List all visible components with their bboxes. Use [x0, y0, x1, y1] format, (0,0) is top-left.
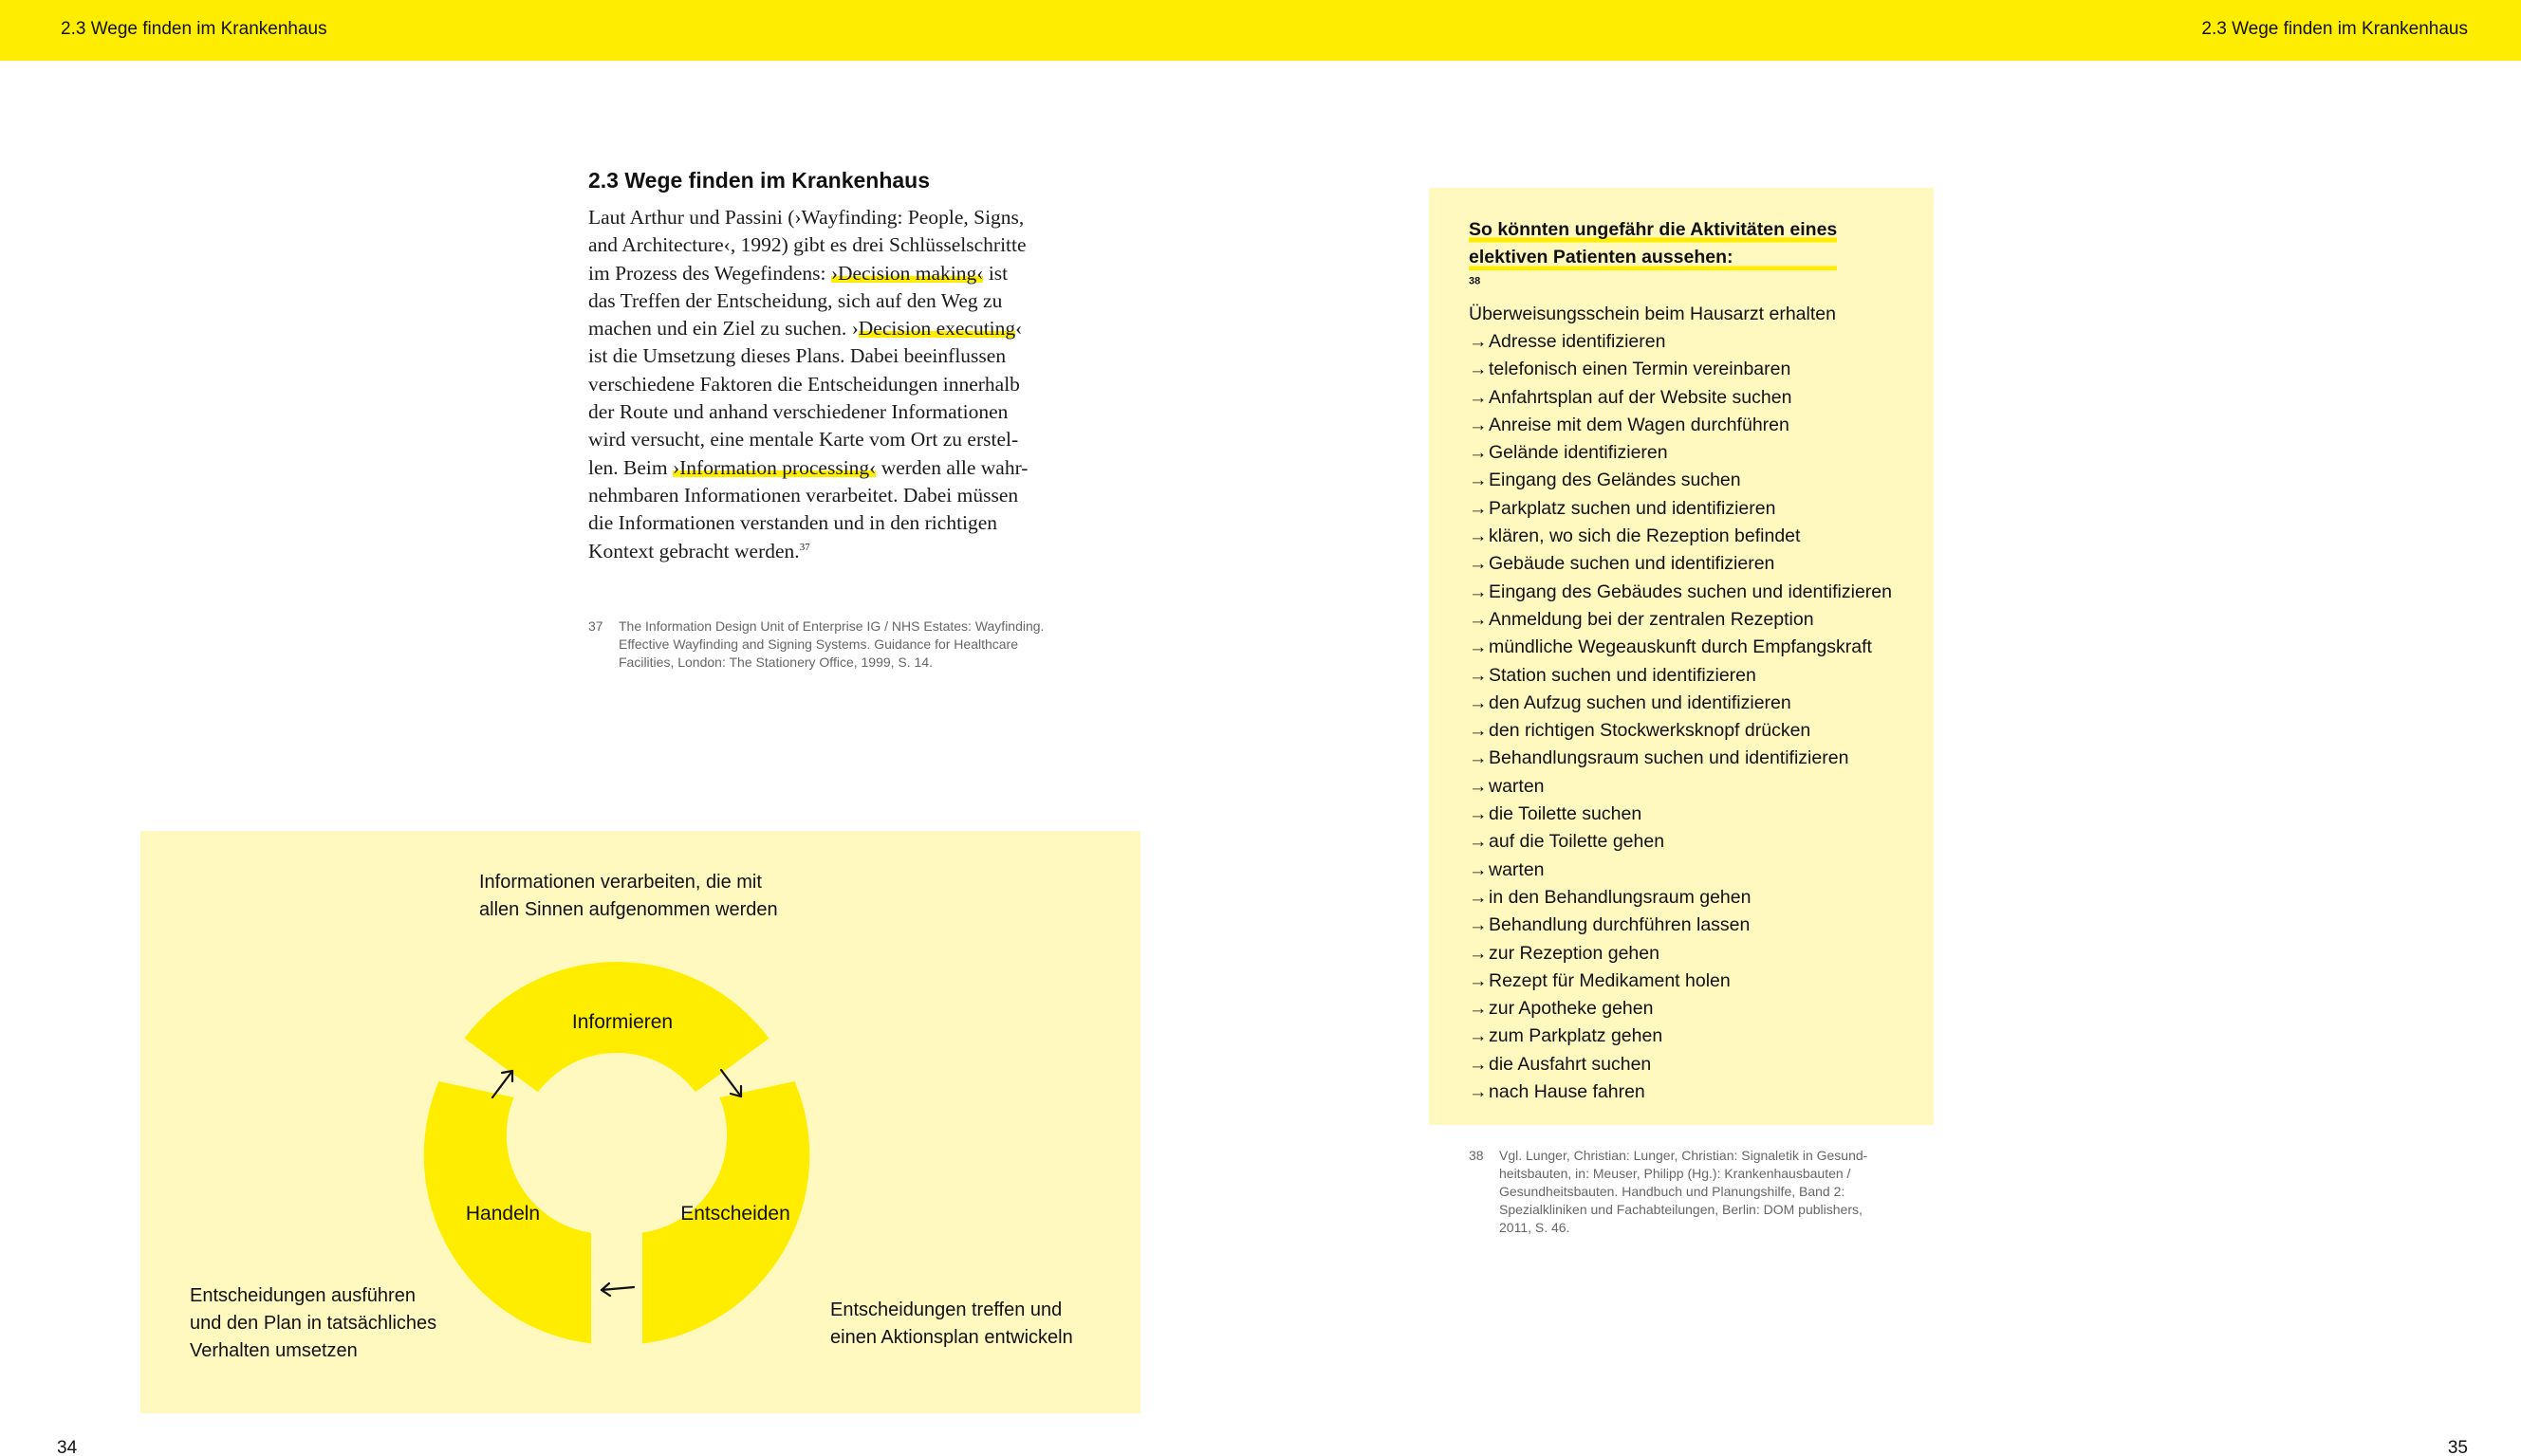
activity-item [1469, 662, 1892, 690]
activity-label: Gelände identifizieren [1489, 442, 1668, 464]
arrow-right-icon: → [1469, 858, 1488, 880]
activity-label: warten [1489, 858, 1545, 880]
page-number-right: 35 [2447, 1438, 2468, 1456]
arrow-handeln-to-informieren-icon [492, 1071, 512, 1097]
activity-item [1469, 634, 1892, 661]
highlight-decision-executing: Decision executing [858, 317, 1016, 341]
activity-item [1469, 495, 1892, 523]
activity-item [1469, 968, 1892, 995]
activity-item [1469, 1023, 1892, 1050]
activity-label: Anmeldung bei der zentralen Rezeption [1489, 608, 1814, 630]
wayfinding-cycle-diagram [140, 831, 1140, 1413]
caption-handeln: Entscheidungen ausführen und den Plan in tatsächliches Verhalten umsetzen [190, 1285, 437, 1361]
activity-item [1469, 940, 1892, 968]
activity-item [1469, 884, 1892, 912]
sidebar-heading: So könnten ungefähr die Aktivitäten eines elektiven Patienten aussehen: $^{38}$ [1469, 216, 1837, 300]
arrow-right-icon: → [1469, 1025, 1488, 1047]
activity-item [1469, 328, 1892, 356]
arrow-right-icon: → [1469, 525, 1488, 547]
caption-entscheiden: Entscheidungen treffen und einen Aktionsplan entwickeln [830, 1299, 1073, 1348]
activity-label: in den Behandlungsraum gehen [1489, 886, 1752, 908]
body-line: wird versucht, eine mentale Karte vom Ort zu erstel- [588, 428, 1019, 452]
arrow-right-icon: → [1469, 942, 1488, 964]
footnote-ref-38: 38 [1469, 275, 1481, 287]
activity-label: Parkplatz suchen und identifizieren [1489, 497, 1776, 519]
segment-label-entscheiden: Entscheiden [680, 1203, 790, 1225]
body-line: der Route und anhand verschiedener Informationen [588, 400, 1009, 424]
activity-label: zur Rezeption gehen [1489, 942, 1659, 964]
section-body [588, 204, 1101, 565]
activity-item [1469, 745, 1892, 772]
activity-label: zur Apotheke gehen [1489, 998, 1654, 1020]
activity-label: Eingang des Geländes suchen [1489, 470, 1741, 491]
activity-label: Behandlungsraum suchen und identifizieren [1489, 747, 1849, 769]
arrow-right-icon: → [1469, 414, 1488, 435]
arrow-right-icon: → [1469, 747, 1488, 769]
activity-item [1469, 384, 1892, 412]
arrow-right-icon: → [1469, 664, 1488, 686]
running-header-right: 2.3 Wege finden im Krankenhaus [2201, 19, 2468, 39]
running-header-left: 2.3 Wege finden im Krankenhaus [61, 19, 327, 39]
body-line: machen und ein Ziel zu suchen. ›Decision executing‹ [588, 317, 1023, 341]
activity-item [1469, 690, 1892, 717]
running-header-bar [0, 0, 2521, 61]
activity-item [1469, 1051, 1892, 1078]
body-line: die Informationen verstanden und in den richtigen [588, 511, 998, 535]
activity-label: Anfahrtsplan auf der Website suchen [1489, 386, 1792, 408]
page-number-left: 34 [57, 1438, 78, 1456]
highlight-information-processing: ›Information processing‹ [672, 455, 877, 479]
caption-informieren: Informationen verarbeiten, die mit allen Sinnen aufgenommen werden [479, 872, 778, 920]
arrow-right-icon: → [1469, 497, 1488, 519]
body-line: im Prozess des Wegefindens: ›Decision making‹ ist [588, 261, 1009, 285]
arrow-right-icon: → [1469, 331, 1488, 352]
segment-label-handeln: Handeln [465, 1203, 541, 1225]
activity-label: Station suchen und identifizieren [1489, 664, 1756, 686]
activity-label: klären, wo sich die Rezeption befindet [1489, 525, 1801, 547]
arrow-right-icon: → [1469, 1053, 1488, 1075]
activity-item [1469, 1078, 1892, 1106]
footnote-37 [588, 617, 1120, 674]
arrow-right-icon: → [1469, 914, 1488, 936]
arrow-right-icon: → [1469, 998, 1488, 1020]
activity-item [1469, 606, 1892, 634]
activity-label: Eingang des Gebäudes suchen und identifizieren [1489, 581, 1892, 602]
body-line: das Treffen der Entscheidung, sich auf den Weg zu [588, 288, 1003, 312]
activity-label: Gebäude suchen und identifizieren [1489, 553, 1775, 575]
arrow-right-icon: → [1469, 691, 1488, 713]
body-line: verschiedene Faktoren die Entscheidungen innerhalb [588, 372, 1020, 396]
arrow-right-icon: → [1469, 608, 1488, 630]
body-line: and Architecture‹, 1992) gibt es drei Schlüsselschritte [588, 233, 1027, 257]
arrow-entscheiden-to-handeln-icon [602, 1283, 634, 1296]
activity-item [1469, 523, 1892, 550]
footnote-text: The Information Design Unit of Enterprise IG / NHS Estates: Wayfinding. Effective Wayfinding and Signing Systems. Guidance for Healthcare Facilities, London: The Stationery Office, 1999, S. 14. [619, 618, 1045, 670]
segment-label-informieren: Informieren [571, 1011, 674, 1033]
activity-item [1469, 550, 1892, 578]
activity-item [1469, 579, 1892, 606]
footnote-number: 38 [1469, 1148, 1484, 1163]
arrow-right-icon: → [1469, 886, 1488, 908]
activity-item [1469, 439, 1892, 467]
arrow-right-icon: → [1469, 720, 1488, 742]
activity-item [1469, 801, 1892, 828]
activity-label: die Toilette suchen [1489, 803, 1642, 825]
activity-label: Rezept für Medikament holen [1489, 969, 1731, 991]
arrow-right-icon: → [1469, 553, 1488, 575]
activity-label: telefonisch einen Termin vereinbaren [1489, 359, 1791, 380]
activity-label: warten [1489, 775, 1545, 797]
body-line: nehmbaren Informationen verarbeitet. Dabei müssen [588, 483, 1019, 507]
arrow-right-icon: → [1469, 581, 1488, 602]
arrow-right-icon: → [1469, 386, 1488, 408]
activity-label: Behandlung durchführen lassen [1489, 914, 1751, 936]
activity-label: mündliche Wegeauskunft durch Empfangskraft [1489, 636, 1872, 658]
activity-item [1469, 356, 1892, 383]
body-line: Kontext gebracht werden.$^{37}$ [588, 539, 810, 562]
activity-item [1469, 912, 1892, 939]
activity-item [1469, 412, 1892, 439]
arrow-right-icon: → [1469, 775, 1488, 797]
activity-label: nach Hause fahren [1489, 1081, 1645, 1103]
activity-list [1469, 328, 1892, 1106]
activity-label: den richtigen Stockwerksknopf drücken [1489, 720, 1811, 742]
arrow-right-icon: → [1469, 1081, 1488, 1103]
arrow-right-icon: → [1469, 442, 1488, 464]
footnote-ref-37: 37 [799, 541, 810, 553]
activity-item [1469, 995, 1892, 1023]
arrow-right-icon: → [1469, 359, 1488, 380]
arrow-right-icon: → [1469, 803, 1488, 825]
arrow-right-icon: → [1469, 969, 1488, 991]
activity-item [1469, 857, 1892, 884]
highlight-decision-making: ›Decision making‹ [830, 261, 984, 285]
activity-label: zum Parkplatz gehen [1489, 1025, 1663, 1047]
activity-label: die Ausfahrt suchen [1489, 1053, 1652, 1075]
footnote-38 [1469, 1147, 1905, 1242]
footnote-text: Vgl. Lunger, Christian: Lunger, Christian: Signaletik in Gesund- heitsbauten, in: Meuser, Philipp (Hg.): Krankenhausbauten / Gesundheitsbauten. Handbuch und Planungshilfe, Band 2: Spezialkliniken und Fachabteilungen, Berlin: DOM publishers, 2011, S. 46. [1499, 1148, 1868, 1235]
activity-label: Anreise mit dem Wagen durchführen [1489, 414, 1789, 435]
activity-item [1469, 773, 1892, 801]
activity-item [1469, 467, 1892, 494]
arrow-informieren-to-entscheiden-icon [721, 1070, 741, 1097]
section-title: 2.3 Wege finden im Krankenhaus [588, 168, 931, 193]
activity-label: Adresse identifizieren [1489, 331, 1666, 352]
activity-item [1469, 828, 1892, 856]
activity-item [1469, 717, 1892, 745]
arrow-right-icon: → [1469, 636, 1488, 658]
body-line: len. Beim ›Information processing‹ werden alle wahr- [588, 455, 1029, 479]
activity-sidebar [1429, 188, 1934, 1125]
activity-label: auf die Toilette gehen [1489, 831, 1665, 853]
body-line: Laut Arthur und Passini (›Wayfinding: People, Signs, [588, 206, 1025, 229]
arrow-right-icon: → [1469, 831, 1488, 853]
arrow-right-icon: → [1469, 470, 1488, 491]
activity-label: den Aufzug suchen und identifizieren [1489, 691, 1791, 713]
body-line: ist die Umsetzung dieses Plans. Dabei beeinflussen [588, 344, 1007, 368]
sidebar-intro: Überweisungsschein beim Hausarzt erhalten [1469, 304, 1836, 324]
footnote-number: 37 [588, 618, 603, 634]
